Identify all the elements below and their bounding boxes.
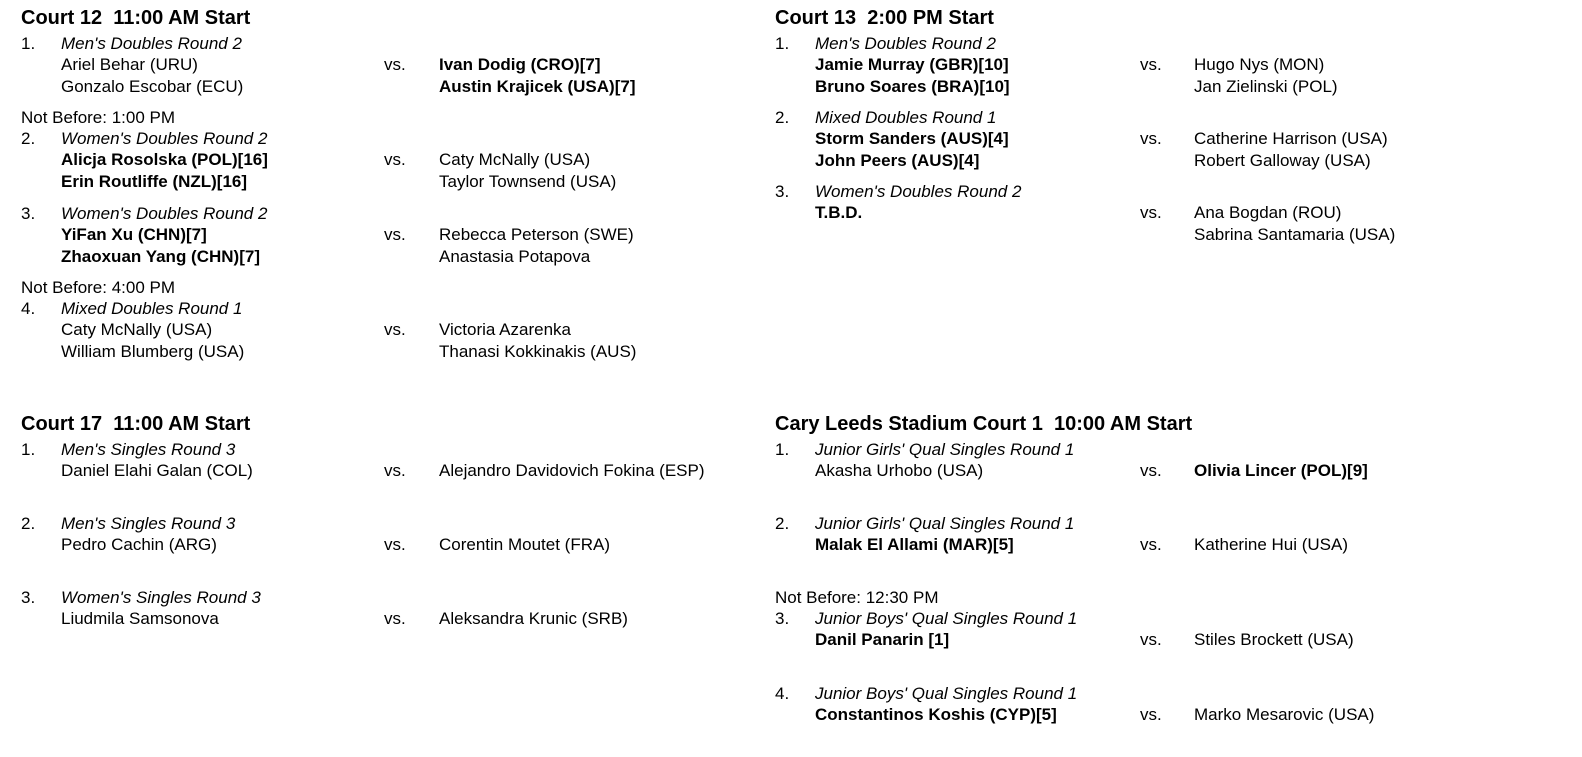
player-name: Aleksandra Krunic (SRB)	[439, 609, 628, 628]
match-list	[775, 33, 1396, 255]
player-name: John Peers (AUS)[4]	[815, 151, 980, 170]
match-list	[21, 439, 705, 661]
vs-label: vs.	[1140, 55, 1162, 74]
court-13-section	[775, 7, 1396, 255]
team-a	[61, 149, 268, 193]
court-title: Court 17 11:00 AM Start	[21, 413, 251, 435]
vs-label: vs.	[1140, 203, 1162, 222]
player-name: Marko Mesarovic (USA)	[1194, 705, 1375, 724]
match-event: Women's Singles Round 3	[61, 588, 261, 607]
team-a	[61, 460, 253, 482]
team-b	[1194, 704, 1374, 726]
match-row	[775, 181, 1396, 255]
vs-label: vs.	[1140, 705, 1162, 724]
team-a	[815, 534, 1014, 556]
match-row	[21, 203, 634, 277]
team-a	[815, 54, 1010, 98]
vs-label: vs.	[384, 225, 406, 244]
player-name: Katherine Hui (USA)	[1194, 535, 1349, 554]
team-b	[1194, 54, 1338, 98]
match-number: 1.	[775, 34, 790, 53]
match-event: Women's Doubles Round 2	[815, 182, 1022, 201]
player-name: Gonzalo Escobar (ECU)	[61, 77, 244, 96]
player-name: Thanasi Kokkinakis (AUS)	[439, 342, 637, 361]
team-a	[815, 202, 862, 224]
vs-label: vs.	[384, 609, 406, 628]
match-event: Men's Singles Round 3	[61, 514, 236, 533]
vs-label: vs.	[1140, 630, 1162, 649]
match-row	[21, 33, 636, 107]
player-name: T.B.D.	[815, 203, 863, 222]
match-event: Men's Singles Round 3	[61, 440, 236, 459]
vs-label: vs.	[384, 55, 406, 74]
player-name: Danil Panarin [1]	[815, 630, 950, 649]
player-name: Constantinos Koshis (CYP)[5]	[815, 705, 1057, 724]
player-name: Victoria Azarenka	[439, 320, 571, 339]
match-row	[775, 107, 1388, 181]
match-event: Women's Doubles Round 2	[61, 204, 268, 223]
vs-label: vs.	[1140, 129, 1162, 148]
team-a	[815, 704, 1057, 726]
match-list	[21, 33, 637, 373]
player-name: Alejandro Davidovich Fokina (ESP)	[439, 461, 705, 480]
player-name: Pedro Cachin (ARG)	[61, 535, 217, 554]
match-number: 4.	[21, 299, 36, 318]
match-event: Men's Doubles Round 2	[61, 34, 242, 53]
match-event: Junior Girls' Qual Singles Round 1	[815, 514, 1075, 533]
match-number: 2.	[775, 514, 790, 533]
team-b	[1194, 460, 1368, 482]
vs-label: vs.	[1140, 535, 1162, 554]
match-number: 3.	[775, 182, 790, 201]
not-before-note: Not Before: 12:30 PM	[775, 588, 939, 607]
player-name: Rebecca Peterson (SWE)	[439, 225, 634, 244]
team-a	[61, 608, 219, 630]
match-row	[21, 298, 637, 373]
player-name: Liudmila Samsonova	[61, 609, 219, 628]
vs-label: vs.	[384, 320, 406, 339]
player-name: Anastasia Potapova	[439, 247, 591, 266]
player-name: Sabrina Santamaria (USA)	[1194, 225, 1396, 244]
match-number: 1.	[21, 34, 36, 53]
court-17-section	[21, 413, 705, 661]
court-title: Court 12 11:00 AM Start	[21, 7, 251, 29]
team-b	[439, 149, 616, 193]
court-title: Cary Leeds Stadium Court 1 10:00 AM Start	[775, 413, 1193, 435]
match-number: 4.	[775, 684, 790, 703]
match-row	[775, 683, 1375, 757]
cary-leeds-stadium-court-1-section	[775, 413, 1375, 757]
team-b	[1194, 202, 1395, 246]
not-before-note: Not Before: 1:00 PM	[21, 108, 176, 127]
player-name: William Blumberg (USA)	[61, 342, 245, 361]
court-12-section	[21, 7, 637, 373]
team-a	[815, 629, 949, 651]
team-a	[815, 128, 1009, 172]
team-b	[439, 534, 610, 556]
team-b	[1194, 629, 1354, 651]
team-a	[61, 319, 244, 363]
match-event: Junior Boys' Qual Singles Round 1	[815, 609, 1078, 628]
player-name: Austin Krajicek (USA)[7]	[439, 77, 636, 96]
player-name: Hugo Nys (MON)	[1194, 55, 1325, 74]
match-event: Men's Doubles Round 2	[815, 34, 996, 53]
match-number: 2.	[21, 129, 36, 148]
player-name: Ivan Dodig (CRO)[7]	[439, 55, 601, 74]
team-a	[61, 534, 217, 556]
match-event: Mixed Doubles Round 1	[61, 299, 243, 318]
player-name: Ariel Behar (URU)	[61, 55, 198, 74]
player-name: Robert Galloway (USA)	[1194, 151, 1371, 170]
player-name: Zhaoxuan Yang (CHN)[7]	[61, 247, 260, 266]
team-a	[61, 54, 243, 98]
vs-label: vs.	[384, 461, 406, 480]
vs-label: vs.	[384, 535, 406, 554]
player-name: Ana Bogdan (ROU)	[1194, 203, 1342, 222]
player-name: Olivia Lincer (POL)[9]	[1194, 461, 1368, 480]
vs-label: vs.	[1140, 461, 1162, 480]
team-b	[439, 608, 628, 630]
player-name: Erin Routliffe (NZL)[16]	[61, 172, 248, 191]
player-name: Caty McNally (USA)	[439, 150, 591, 169]
match-row	[21, 128, 617, 203]
match-row	[21, 439, 705, 513]
not-before-note: Not Before: 4:00 PM	[21, 278, 176, 297]
match-number: 1.	[775, 440, 790, 459]
match-row	[775, 513, 1349, 587]
match-row	[775, 439, 1368, 513]
match-number: 3.	[21, 588, 36, 607]
player-name: Stiles Brockett (USA)	[1194, 630, 1354, 649]
team-b	[1194, 534, 1348, 556]
player-name: Jamie Murray (GBR)[10]	[815, 55, 1009, 74]
team-b	[439, 224, 634, 268]
match-list	[775, 439, 1375, 757]
match-number: 2.	[21, 514, 36, 533]
player-name: Jan Zielinski (POL)	[1194, 77, 1338, 96]
player-name: Taylor Townsend (USA)	[439, 172, 617, 191]
player-name: Catherine Harrison (USA)	[1194, 129, 1388, 148]
player-name: Daniel Elahi Galan (COL)	[61, 461, 253, 480]
player-name: Storm Sanders (AUS)[4]	[815, 129, 1009, 148]
match-number: 3.	[775, 609, 790, 628]
team-b	[439, 319, 636, 363]
vs-label: vs.	[384, 150, 406, 169]
team-b	[439, 54, 635, 98]
player-name: Akasha Urhobo (USA)	[815, 461, 984, 480]
player-name: YiFan Xu (CHN)[7]	[61, 225, 207, 244]
player-name: Caty McNally (USA)	[61, 320, 213, 339]
match-row	[21, 587, 628, 661]
team-a	[815, 460, 983, 482]
match-event: Mixed Doubles Round 1	[815, 108, 997, 127]
team-a	[61, 224, 260, 268]
match-event: Junior Boys' Qual Singles Round 1	[815, 684, 1078, 703]
team-b	[1194, 128, 1388, 172]
team-b	[439, 460, 705, 482]
match-number: 3.	[21, 204, 36, 223]
match-event: Women's Doubles Round 2	[61, 129, 268, 148]
match-number: 2.	[775, 108, 790, 127]
player-name: Alicja Rosolska (POL)[16]	[61, 150, 268, 169]
player-name: Corentin Moutet (FRA)	[439, 535, 610, 554]
match-row	[775, 608, 1354, 683]
player-name: Bruno Soares (BRA)[10]	[815, 77, 1010, 96]
match-number: 1.	[21, 440, 36, 459]
match-event: Junior Girls' Qual Singles Round 1	[815, 440, 1075, 459]
match-row	[775, 33, 1338, 107]
match-row	[21, 513, 610, 587]
player-name: Malak El Allami (MAR)[5]	[815, 535, 1014, 554]
court-title: Court 13 2:00 PM Start	[775, 7, 994, 29]
